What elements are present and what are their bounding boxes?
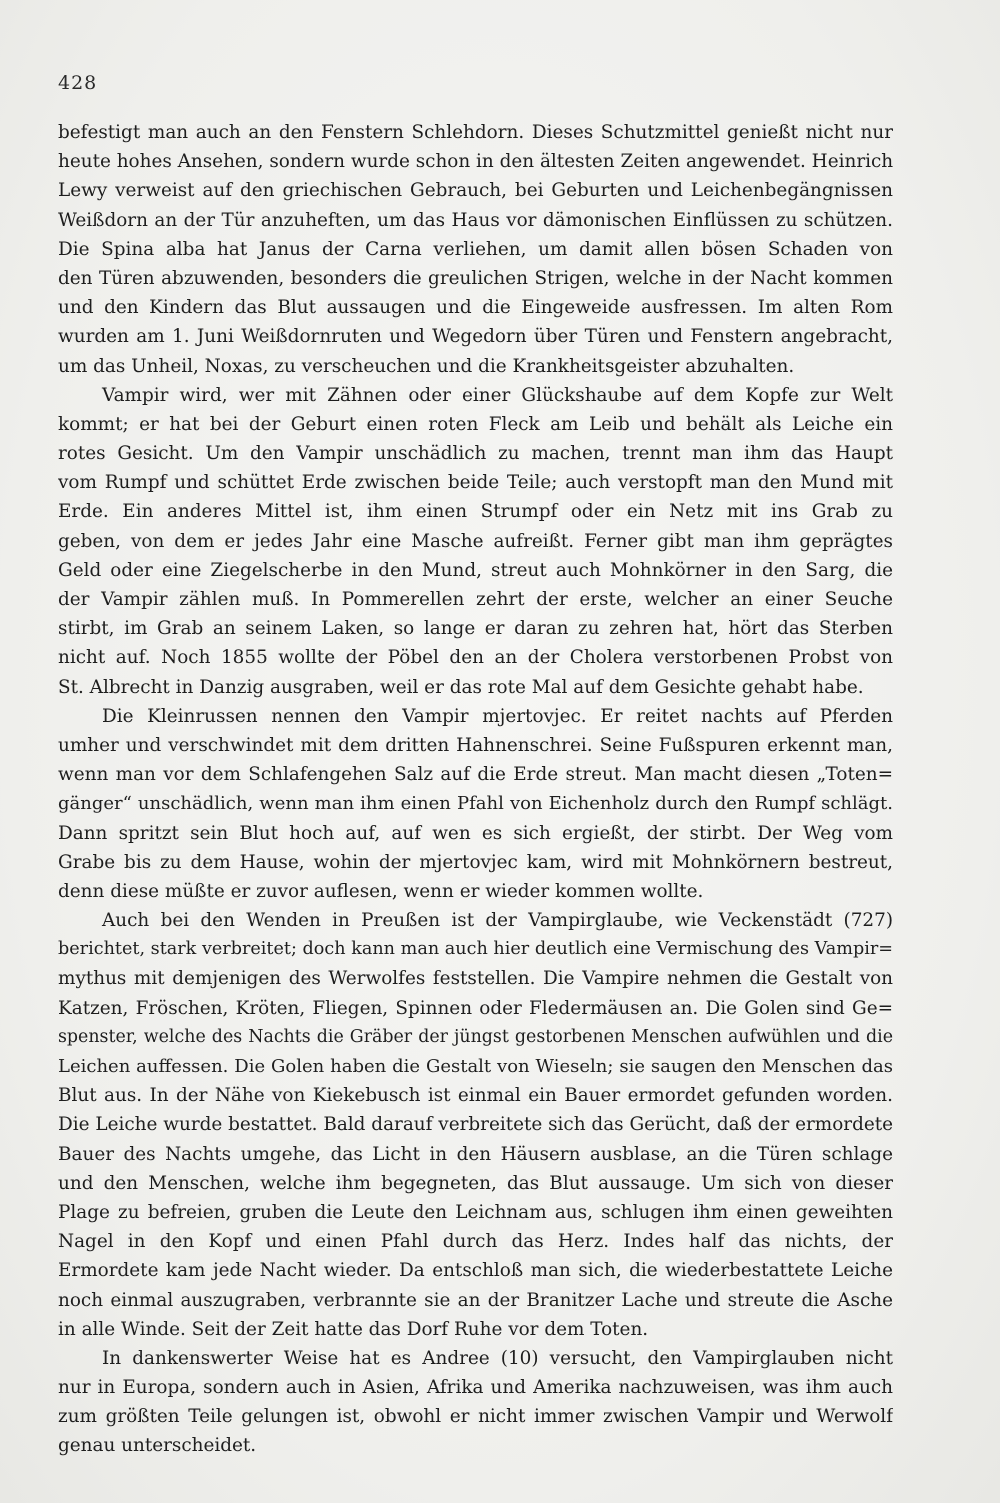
text-line: Erde. Ein anderes Mittel ist, ihm einen Strumpf oder ein Netz mit ins Grab zu [58, 501, 893, 523]
text-line: wenn man vor dem Schlafengehen Salz auf die Erde streut. Man macht diesen „Toten= [58, 764, 893, 786]
text-line: denn diese müßte er zuvor auflesen, wenn er wieder kommen wollte. [58, 880, 704, 902]
text-line: In dankenswerter Weise hat es Andree (10) versucht, den Vampirglauben nicht [102, 1347, 893, 1369]
body-text [58, 118, 893, 1461]
text-line: berichtet, stark verbreitet; doch kann man auch hier deutlich eine Vermischung des Vampir= [58, 939, 893, 960]
text-line: Die Leiche wurde bestattet. Bald darauf verbreitete sich das Gerücht, daß der ermordete [58, 1114, 893, 1136]
text-line: Geld oder eine Ziegelscherbe in den Mund, streut auch Mohnkörner in den Sarg, die [58, 559, 893, 581]
text-line: Weißdorn an der Tür anzuheften, um das Haus vor dämonischen Einflüssen zu schützen. [58, 209, 893, 231]
text-line: in alle Winde. Seit der Zeit hatte das Dorf Ruhe vor dem Toten. [58, 1318, 649, 1340]
text-line: wurden am 1. Juni Weißdornruten und Wegedorn über Türen und Fenstern angebracht, [58, 326, 893, 348]
page-number: 428 [58, 72, 98, 94]
paragraph [58, 906, 893, 1344]
text-line: und den Menschen, welche ihm begegneten, das Blut aussauge. Um sich von dieser [58, 1172, 893, 1194]
text-line: Katzen, Fröschen, Kröten, Fliegen, Spinnen oder Fledermäusen an. Die Golen sind Ge= [58, 997, 893, 1019]
text-line: Nagel in den Kopf und einen Pfahl durch das Herz. Indes half das nichts, der [58, 1231, 893, 1253]
text-line: Plage zu befreien, gruben die Leute den Leichnam aus, schlugen ihm einen geweihten [58, 1201, 893, 1223]
paragraph [58, 381, 893, 702]
text-line: den Türen abzuwenden, besonders die greulichen Strigen, welche in der Nacht kommen [58, 267, 893, 289]
paragraph [58, 702, 893, 906]
text-line: Blut aus. In der Nähe von Kiekebusch ist einmal ein Bauer ermordet gefunden worden. [58, 1085, 893, 1107]
text-line: nur in Europa, sondern auch in Asien, Afrika und Amerika nachzuweisen, was ihm auch [58, 1377, 893, 1399]
text-line: vom Rumpf und schüttet Erde zwischen beide Teile; auch verstopft man den Mund mit [58, 472, 893, 494]
paragraph [58, 118, 893, 381]
text-line: St. Albrecht in Danzig ausgraben, weil er das rote Mal auf dem Gesichte gehabt habe. [58, 676, 864, 698]
text-line: Die Spina alba hat Janus der Carna verliehen, um damit allen bösen Schaden von [58, 238, 893, 260]
text-line: nicht auf. Noch 1855 wollte der Pöbel den an der Cholera verstorbenen Probst von [58, 647, 893, 669]
text-line: genau unterscheidet. [58, 1435, 257, 1457]
text-line: und den Kindern das Blut aussaugen und die Eingeweide ausfressen. Im alten Rom [58, 297, 893, 319]
text-line: Bauer des Nachts umgehe, das Licht in den Häusern ausblase, an die Türen schlage [58, 1143, 893, 1165]
text-line: mythus mit demjenigen des Werwolfes feststellen. Die Vampire nehmen die Gestalt von [58, 968, 893, 990]
text-line: umher und verschwindet mit dem dritten Hahnenschrei. Seine Fußspuren erkennt man, [58, 734, 893, 756]
text-line: Auch bei den Wenden in Preußen ist der Vampirglaube, wie Veckenstädt (727) [102, 910, 893, 932]
text-line: Grabe bis zu dem Hause, wohin der mjertovjec kam, wird mit Mohnkörnern bestreut, [58, 851, 893, 873]
text-line: Die Kleinrussen nennen den Vampir mjertovjec. Er reitet nachts auf Pferden [102, 705, 893, 727]
text-line: Vampir wird, wer mit Zähnen oder einer Glückshaube auf dem Kopfe zur Welt [102, 384, 893, 406]
paragraph [58, 1344, 893, 1461]
text-line: kommt; er hat bei der Geburt einen roten Fleck am Leib und behält als Leiche ein [58, 413, 893, 435]
text-line: stirbt, im Grab an seinem Laken, so lange er daran zu zehren hat, hört das Sterben [58, 618, 893, 640]
text-line: Lewy verweist auf den griechischen Gebrauch, bei Geburten und Leichenbegängnissen [58, 180, 893, 202]
text-line: der Vampir zählen muß. In Pommerellen zehrt der erste, welcher an einer Seuche [58, 589, 893, 610]
text-line: gänger“ unschädlich, wenn man ihm einen Pfahl von Eichenholz durch den Rumpf schlägt. [58, 793, 893, 815]
text-line: Leichen auffessen. Die Golen haben die Gestalt von Wieseln; sie saugen den Menschen das [58, 1056, 893, 1077]
text-line: noch einmal auszugraben, verbrannte sie an der Branitzer Lache und streute die Asche [58, 1289, 893, 1311]
text-line: Ermordete kam jede Nacht wieder. Da entschloß man sich, die wiederbestattete Leiche [58, 1260, 893, 1282]
text-line: heute hohes Ansehen, sondern wurde schon in den ältesten Zeiten angewendet. Heinrich [58, 151, 893, 173]
text-line: befestigt man auch an den Fenstern Schlehdorn. Dieses Schutzmittel genießt nicht nur [58, 122, 893, 143]
text-line: um das Unheil, Noxas, zu verscheuchen und die Krankheitsgeister abzuhalten. [58, 355, 795, 377]
text-line: spenster, welche des Nachts die Gräber der jüngst gestorbenen Menschen aufwühlen und die [58, 1026, 893, 1047]
text-line: zum größten Teile gelungen ist, obwohl er nicht immer zwischen Vampir und Werwolf [58, 1406, 893, 1428]
text-line: Dann spritzt sein Blut hoch auf, auf wen es sich ergießt, der stirbt. Der Weg vom [58, 822, 893, 844]
text-line: rotes Gesicht. Um den Vampir unschädlich zu machen, trennt man ihm das Haupt [58, 443, 893, 465]
text-line: geben, von dem er jedes Jahr eine Masche aufreißt. Ferner gibt man ihm geprägtes [58, 530, 893, 552]
